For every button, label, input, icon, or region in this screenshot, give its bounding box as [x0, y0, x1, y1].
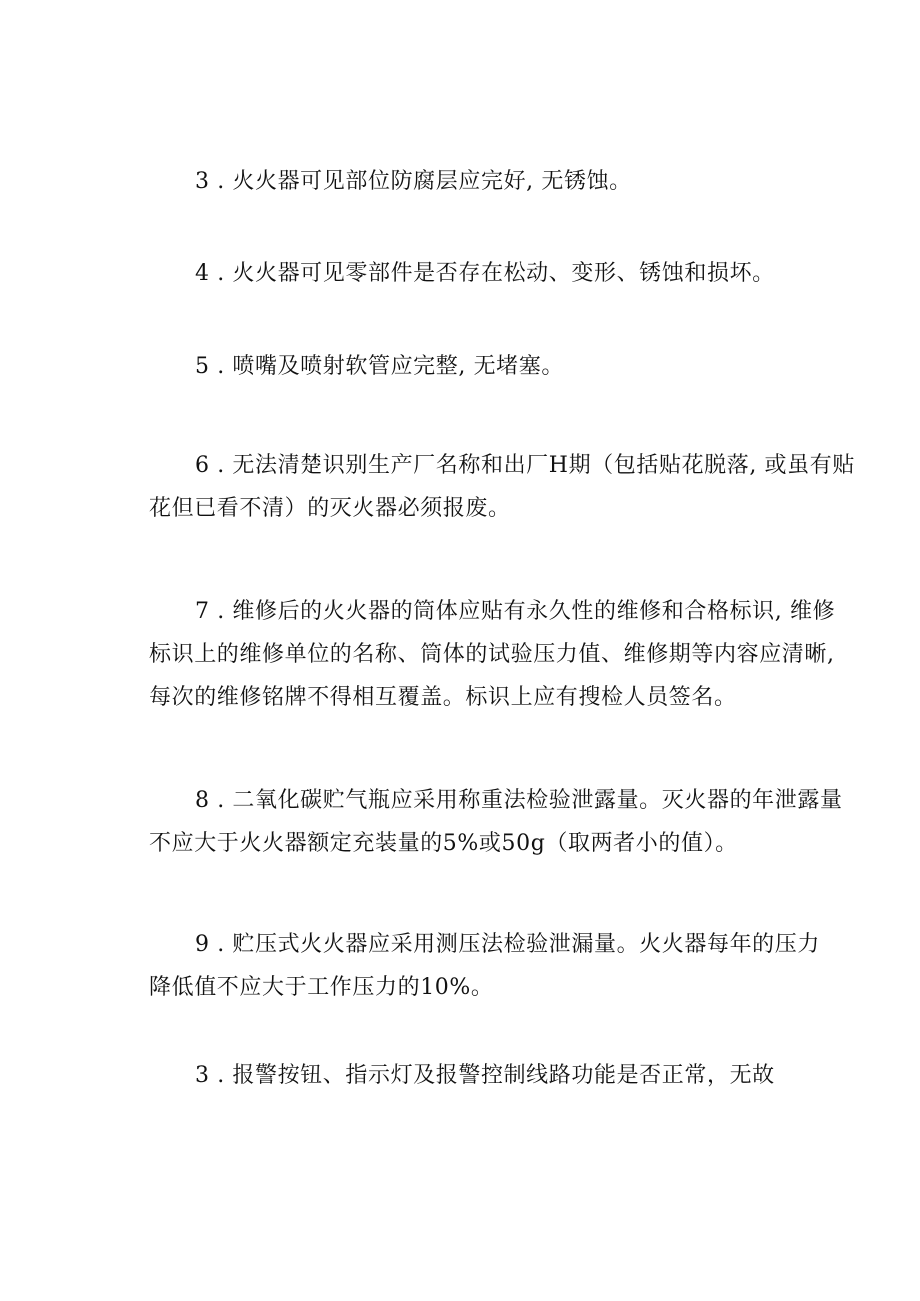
paragraph-line: 4 . 火火器可见零部件是否存在松动、变形、锈蚀和损坏。	[195, 261, 775, 286]
paragraph-item-7	[103, 590, 836, 719]
paragraph-line: 6 . 无法清楚识别生产厂名称和出厂H期（包括贴花脱落, 或虽有贴	[195, 453, 855, 478]
paragraph-item-8	[103, 779, 843, 865]
paragraph-line: 5 . 喷嘴及喷射软管应完整, 无堵塞。	[195, 354, 564, 379]
paragraph-item-5	[103, 345, 823, 388]
paragraph-line: 降低值不应大于工作压力的10%。	[149, 975, 494, 1000]
paragraph-item-4	[103, 252, 823, 295]
paragraph-line: 3 . 火火器可见部位防腐层应完好, 无锈蚀。	[195, 169, 632, 194]
paragraph-line: 9 . 贮压式火火器应采用测压法检验泄漏量。火火器每年的压力	[195, 932, 820, 957]
paragraph-item-3	[103, 160, 823, 203]
paragraph-line: 8 . 二氧化碳贮气瓶应采用称重法检验泄露量。灭火器的年泄露量	[195, 788, 843, 813]
paragraph-item-9	[103, 923, 823, 1009]
paragraph-line: 每次的维修铭牌不得相互覆盖。标识上应有搜检人员签名。	[149, 685, 737, 710]
paragraph-line: 7 . 维修后的火火器的筒体应贴有永久性的维修和合格标识, 维修	[195, 599, 836, 624]
paragraph-item-3-alarm	[103, 1054, 823, 1097]
paragraph-line: 3 . 报警按钮、指示灯及报警控制线路功能是否正常，无故	[195, 1063, 775, 1088]
paragraph-line: 标识上的维修单位的名称、筒体的试验压力值、维修期等内容应清晰,	[149, 642, 835, 667]
paragraph-item-6	[103, 444, 855, 530]
paragraph-line: 不应大于火火器额定充装量的5%或50g（取两者小的值）。	[149, 831, 738, 856]
paragraph-line: 花但已看不清）的灭火器必须报废。	[149, 496, 511, 521]
